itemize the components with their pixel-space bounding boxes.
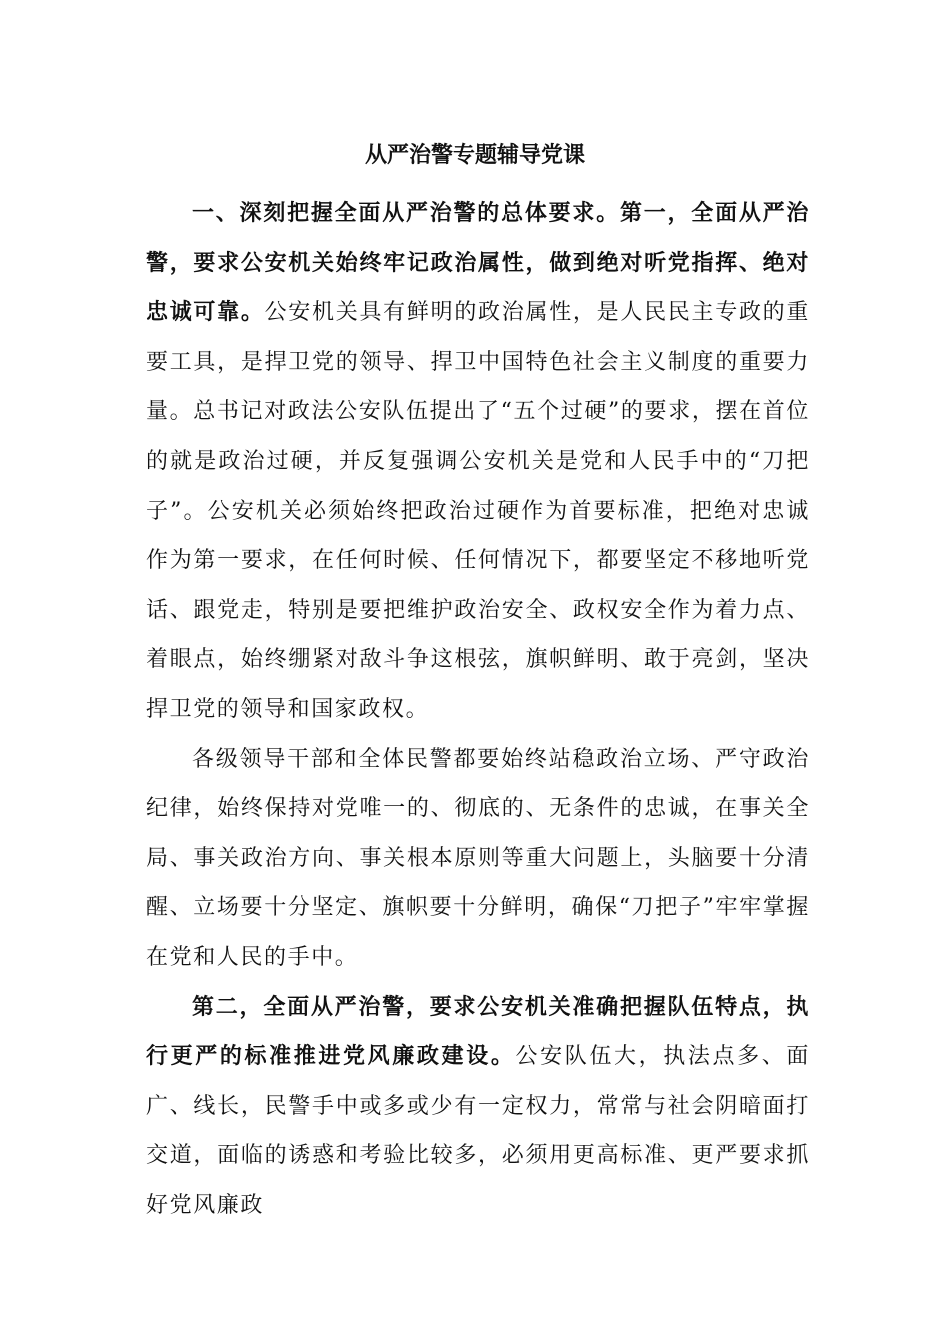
paragraph-2-text: 各级领导干部和全体民警都要始终站稳政治立场、严守政治纪律，始终保持对党唯一的、彻底的、无条件的忠诚，在事关全局、事关政治方向、事关根本原则等重大问题上，头脑要十分清醒、立场要十分坚定、旗帜要十分鲜明，确保“刀把子”牢牢掌握在党和人民的手中。 bbox=[146, 746, 810, 970]
paragraph-3 bbox=[146, 983, 810, 1231]
paragraph-3-text: 公安队伍大，执法点多、面广、线长，民警手中或多或少有一定权力，常常与社会阴暗面打交道，面临的诱惑和考验比较多，必须用更高标准、更严要求抓好党风廉政 bbox=[146, 1044, 810, 1218]
paragraph-2 bbox=[146, 735, 810, 983]
paragraph-1-text: 公安机关具有鲜明的政治属性，是人民民主专政的重要工具，是捍卫党的领导、捍卫中国特色社会主义制度的重要力量。总书记对政法公安队伍提出了“五个过硬”的要求，摆在首位的就是政治过硬，并反复强调公安机关是党和人民手中的“刀把子”。公安机关必须始终把政治过硬作为首要标准，把绝对忠诚作为第一要求，在任何时候、任何情况下，都要坚定不移地听党话、跟党走，特别是要把维护政治安全、政权安全作为着力点、着眼点，始终绷紧对敌斗争这根弦，旗帜鲜明、敢于亮剑，坚决捍卫党的领导和国家政权。 bbox=[146, 300, 810, 722]
paragraph-3-lead: 第二，全面从严治警，要求公安机关准确把握队伍特点，执行更严的标准推进党风廉政建设。 bbox=[146, 993, 810, 1070]
document-title: 从严治警专题辅导党课 bbox=[364, 142, 585, 168]
paragraph-1 bbox=[146, 189, 810, 735]
document-body bbox=[146, 189, 810, 1230]
paragraph-1-lead: 一、深刻把握全面从严治警的总体要求。第一，全面从严治警，要求公安机关始终牢记政治属性，做到绝对听党指挥、绝对忠诚可靠。 bbox=[146, 200, 810, 326]
